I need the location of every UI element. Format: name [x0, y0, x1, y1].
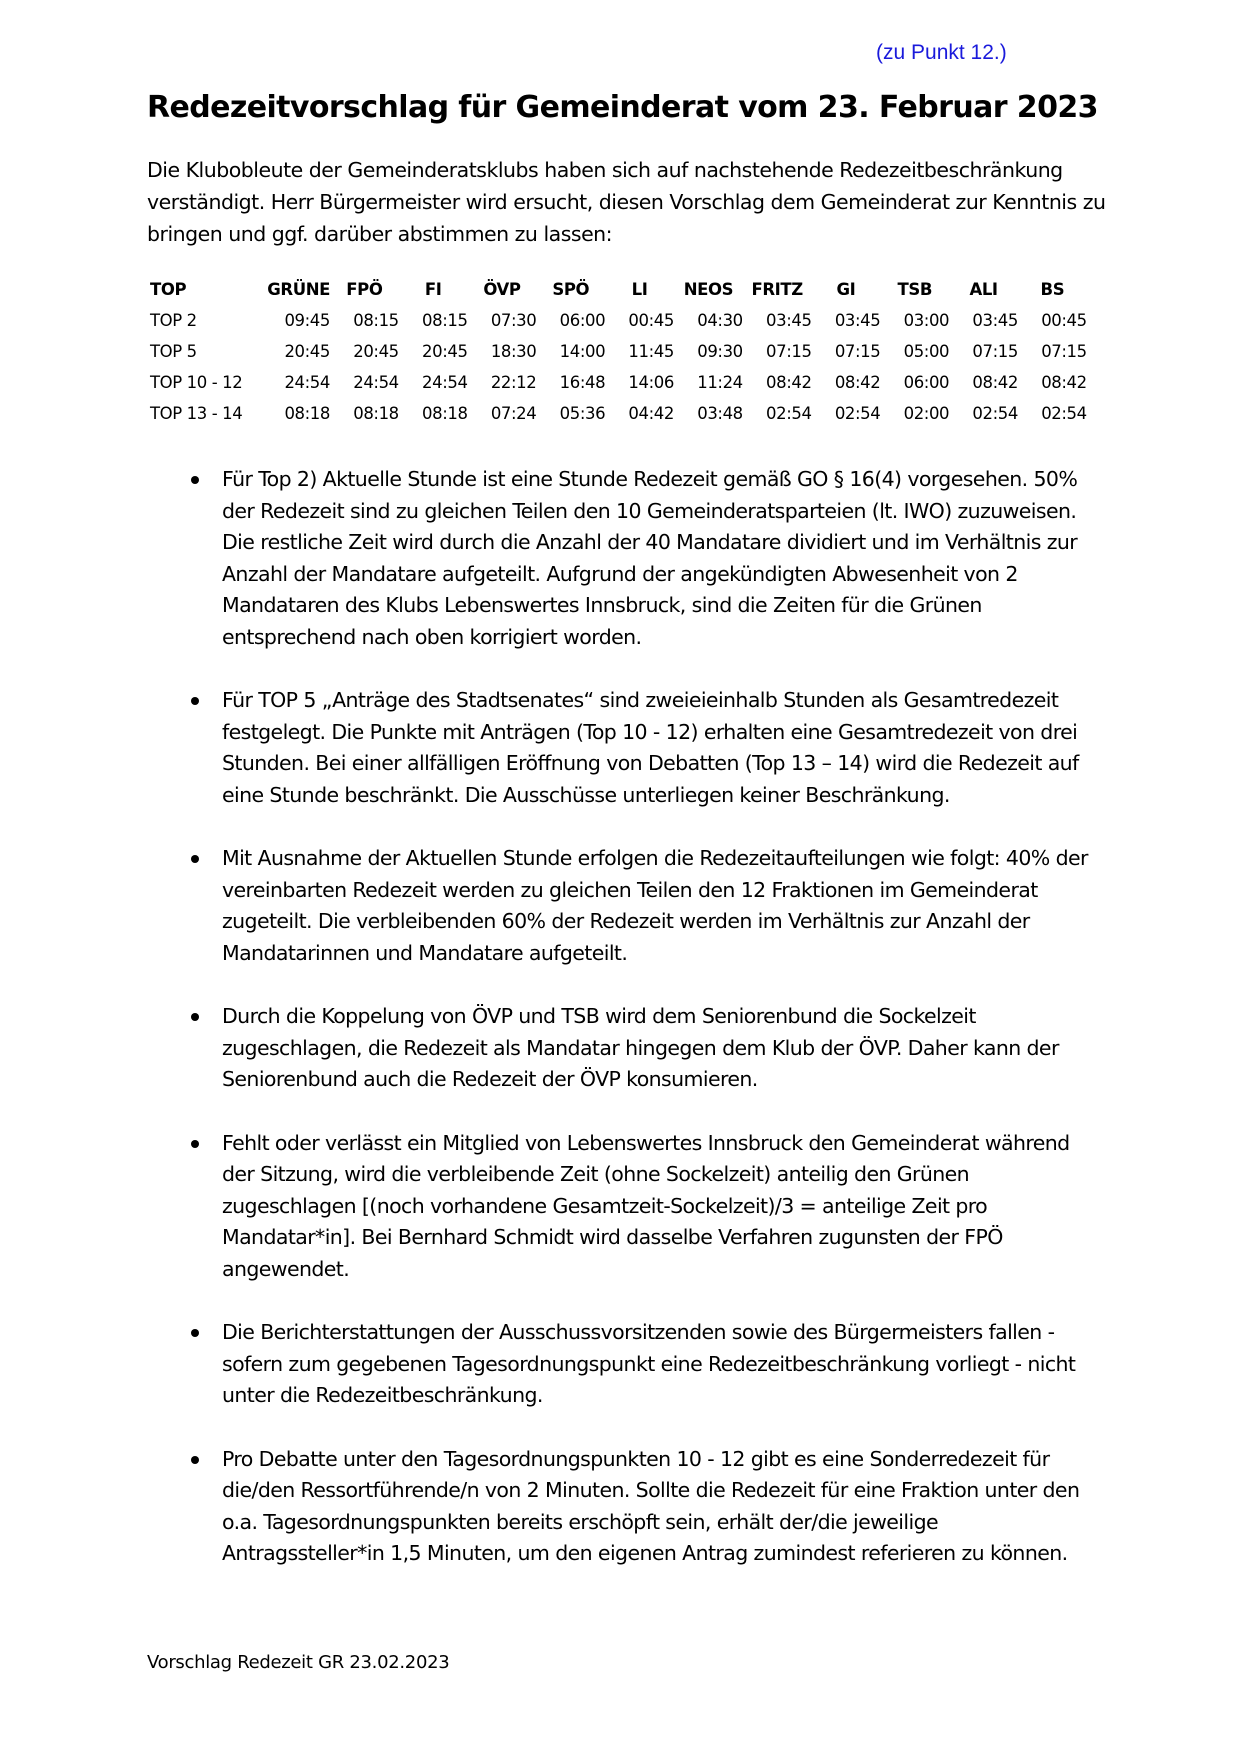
bullet-icon: [191, 1140, 199, 1148]
column-header-party: NEOS: [683, 280, 734, 299]
time-cell: 00:45: [1041, 311, 1087, 330]
speaking-time-table: [150, 274, 1087, 429]
time-cell: 08:42: [834, 373, 881, 392]
table-row: [150, 398, 1087, 429]
time-cell: 07:15: [766, 342, 812, 361]
time-cell: 11:24: [697, 373, 743, 392]
time-cell: 07:24: [490, 404, 537, 423]
list-item-text: Die Berichterstattungen der Ausschussvorsitzenden sowie des Bürgermeisters fallen - sofern zum gegebenen Tagesordnungspunkt eine Redezeitbeschränkung vorliegt - nicht unter die Redezeitbeschränkung.: [222, 1320, 1076, 1407]
time-cell: 18:30: [490, 342, 537, 361]
time-cell: 08:15: [353, 311, 399, 330]
list-item: [222, 843, 1102, 969]
column-header-party: SPÖ: [552, 280, 590, 299]
time-cell: 09:45: [284, 311, 330, 330]
time-cell: 24:54: [353, 373, 399, 392]
time-cell: 20:45: [284, 342, 330, 361]
column-header-party: FPÖ: [346, 280, 383, 299]
time-cell: 07:15: [1041, 342, 1087, 361]
time-cell: 06:00: [559, 311, 606, 330]
agenda-item-cell: TOP 10 - 12: [150, 373, 243, 392]
time-cell: 11:45: [628, 342, 674, 361]
time-cell: 14:00: [559, 342, 606, 361]
time-cell: 03:45: [972, 311, 1018, 330]
column-header-party: BS: [1040, 280, 1065, 299]
time-cell: 07:30: [490, 311, 537, 330]
time-cell: 02:54: [834, 404, 881, 423]
list-item: [222, 1001, 1102, 1096]
time-cell: 07:15: [834, 342, 881, 361]
time-cell: 02:54: [972, 404, 1018, 423]
bullet-icon: [191, 1456, 199, 1464]
time-cell: 20:45: [422, 342, 468, 361]
time-cell: 03:45: [766, 311, 812, 330]
time-cell: 08:18: [284, 404, 330, 423]
time-cell: 02:54: [1041, 404, 1087, 423]
rules-list: [0, 464, 1241, 1570]
column-header-party: LI: [631, 280, 648, 299]
bullet-icon: [191, 855, 199, 863]
table-header-row: [150, 274, 1087, 305]
time-cell: 08:42: [766, 373, 812, 392]
time-cell: 09:30: [697, 342, 743, 361]
column-header-party: GI: [836, 280, 856, 299]
time-cell: 03:00: [903, 311, 950, 330]
list-item-text: Für TOP 5 „Anträge des Stadtsenates“ sind zweieieinhalb Stunden als Gesamtredezeit festgelegt. Die Punkte mit Anträgen (Top 10 - 12) erhalten eine Gesamtredezeit von drei Stunden. Bei einer allfälligen Eröffnung von Debatten (Top 13 – 14) wird die Redezeit auf eine Stunde beschränkt. Die Ausschüsse unterliegen keiner Beschränkung.: [222, 688, 1079, 807]
time-cell: 04:30: [697, 311, 743, 330]
time-cell: 08:42: [1041, 373, 1087, 392]
list-item-text: Für Top 2) Aktuelle Stunde ist eine Stunde Redezeit gemäß GO § 16(4) vorgesehen. 50% der Redezeit sind zu gleichen Teilen den 10 Gemeinderatsparteien (lt. IWO) zuzuweisen. Die restliche Zeit wird durch die Anzahl der 40 Mandatare dividiert und im Verhältnis zur Anzahl der Mandatare aufgeteilt. Aufgrund der angekündigten Abwesenheit von 2 Mandataren des Klubs Lebenswertes Innsbruck, sind die Zeiten für die Grünen entsprechend nach oben korrigiert worden.: [222, 467, 1078, 649]
time-cell: 08:15: [422, 311, 468, 330]
list-item-text: Pro Debatte unter den Tagesordnungspunkten 10 - 12 gibt es eine Sonderredezeit für die/den Ressortführende/n von 2 Minuten. Sollte die Redezeit für eine Fraktion unter den o.a. Tagesordnungspunkten bereits erschöpft sein, erhält der/die jeweilige Antragssteller*in 1,5 Minuten, um den eigenen Antrag zumindest referieren zu können.: [222, 1446, 1080, 1565]
list-item-text: Durch die Koppelung von ÖVP und TSB wird dem Seniorenbund die Sockelzeit zugeschlagen, die Redezeit als Mandatar hingegen dem Klub der ÖVP. Daher kann der Seniorenbund auch die Redezeit der ÖVP konsumieren.: [222, 1004, 1059, 1091]
list-item: [222, 1444, 1102, 1570]
column-header-top: TOP: [150, 280, 187, 299]
time-cell: 04:42: [628, 404, 674, 423]
list-item: [222, 1128, 1102, 1286]
column-header-party: TSB: [897, 280, 933, 299]
time-cell: 07:15: [972, 342, 1018, 361]
page-footer: Vorschlag Redezeit GR 23.02.2023: [147, 1652, 450, 1673]
time-cell: 24:54: [422, 373, 468, 392]
column-header-party: FRITZ: [751, 280, 803, 299]
time-cell: 05:00: [903, 342, 950, 361]
column-header-party: GRÜNE: [267, 280, 330, 299]
column-header-party: ALI: [969, 280, 998, 299]
bullet-icon: [191, 1329, 199, 1337]
table-row: [150, 336, 1087, 367]
list-item-text: Fehlt oder verlässt ein Mitglied von Lebenswertes Innsbruck den Gemeinderat während der Sitzung, wird die verbleibende Zeit (ohne Sockelzeit) anteilig den Grünen zugeschlagen [(noch vorhandene Gesamtzeit-Sockelzeit)/3 = anteilige Zeit pro Mandatar*in]. Bei Bernhard Schmidt wird dasselbe Verfahren zugunsten der FPÖ angewendet.: [222, 1130, 1070, 1281]
bullet-icon: [191, 697, 199, 705]
agenda-reference: (zu Punkt 12.): [876, 41, 1007, 64]
document-title: Redezeitvorschlag für Gemeinderat vom 23. Februar 2023: [147, 90, 1098, 125]
table-row: [150, 305, 1087, 336]
list-item: [222, 464, 1102, 653]
time-cell: 16:48: [559, 373, 606, 392]
time-cell: 14:06: [628, 373, 674, 392]
agenda-item-cell: TOP 2: [150, 311, 197, 330]
time-cell: 03:48: [697, 404, 743, 423]
time-cell: 20:45: [353, 342, 399, 361]
list-item: [222, 685, 1102, 811]
list-item-text: Mit Ausnahme der Aktuellen Stunde erfolgen die Redezeitaufteilungen wie folgt: 40% der vereinbarten Redezeit werden zu gleichen Teilen den 12 Fraktionen im Gemeinderat zugeteilt. Die verbleibenden 60% der Redezeit werden im Verhältnis zur Anzahl der Mandatarinnen und Mandatare aufgeteilt.: [222, 846, 1088, 965]
time-cell: 24:54: [284, 373, 330, 392]
time-cell: 05:36: [559, 404, 606, 423]
column-header-party: FI: [424, 280, 442, 299]
time-cell: 08:42: [972, 373, 1018, 392]
list-item: [222, 1317, 1102, 1412]
time-cell: 03:45: [834, 311, 881, 330]
time-cell: 06:00: [903, 373, 950, 392]
bullet-icon: [191, 476, 199, 484]
agenda-item-cell: TOP 5: [150, 342, 197, 361]
bullet-icon: [191, 1013, 199, 1021]
time-cell: 02:54: [766, 404, 812, 423]
time-cell: 02:00: [903, 404, 950, 423]
intro-paragraph: Die Klubobleute der Gemeinderatsklubs haben sich auf nachstehende Redezeitbeschränkung verständigt. Herr Bürgermeister wird ersucht, diesen Vorschlag dem Gemeinderat zur Kenntnis zu bringen und ggf. darüber abstimmen zu lassen:: [147, 158, 1106, 246]
agenda-item-cell: TOP 13 - 14: [150, 404, 243, 423]
table-row: [150, 367, 1087, 398]
time-cell: 08:18: [353, 404, 399, 423]
time-cell: 22:12: [490, 373, 537, 392]
time-cell: 00:45: [628, 311, 674, 330]
time-cell: 08:18: [422, 404, 468, 423]
column-header-party: ÖVP: [483, 280, 521, 299]
